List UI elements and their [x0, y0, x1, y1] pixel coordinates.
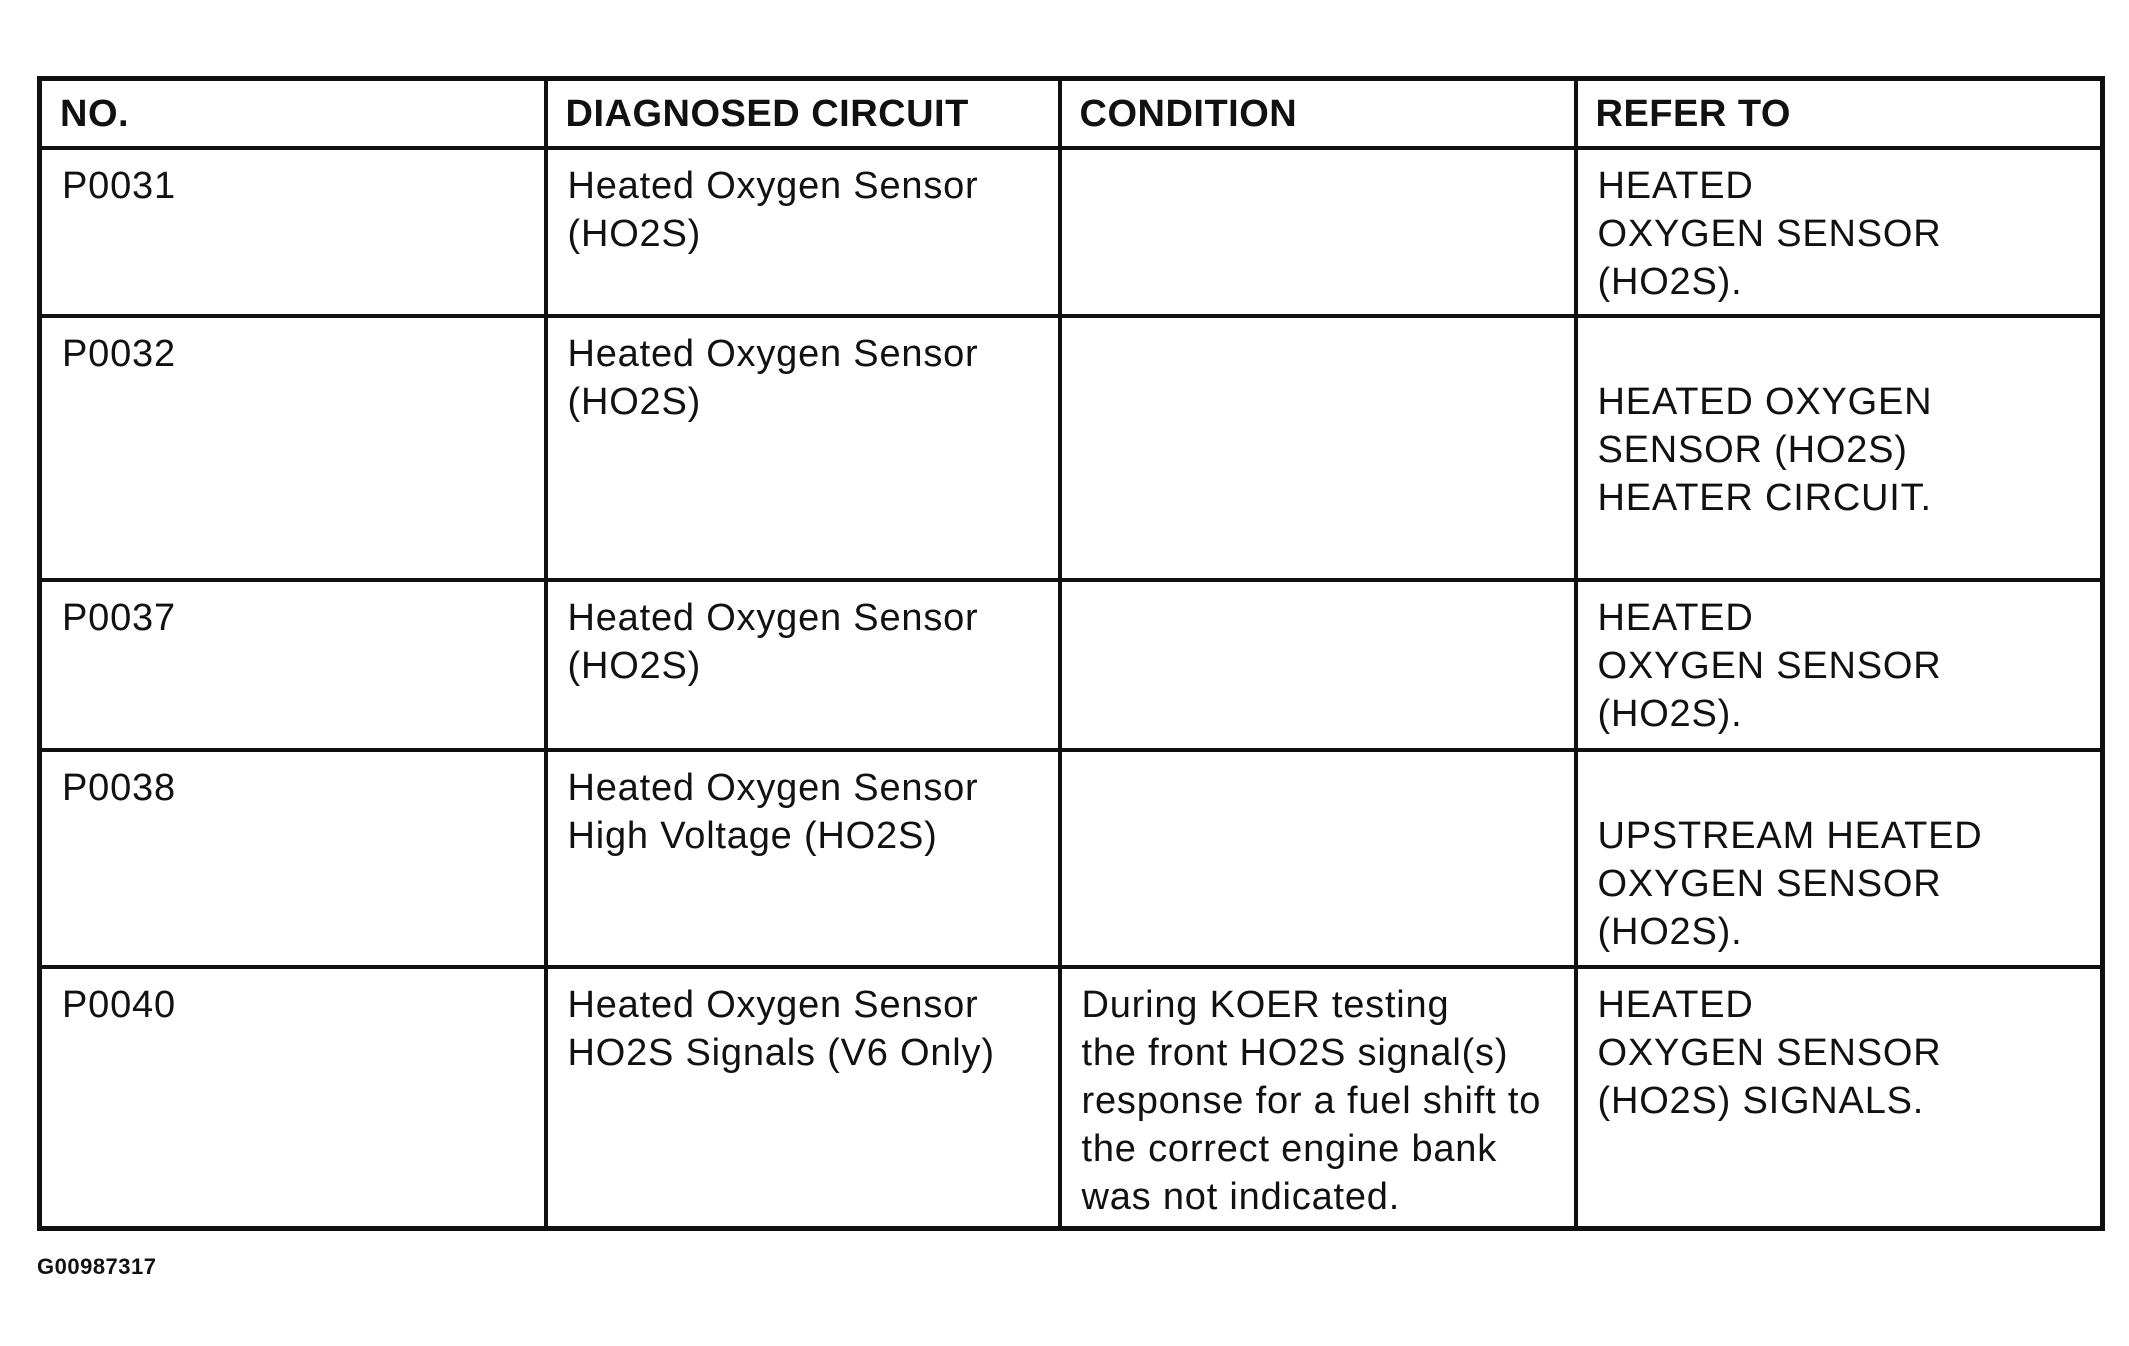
cell-condition — [1060, 750, 1576, 967]
table-row — [40, 580, 2103, 750]
table-header-row — [40, 79, 2103, 148]
cell-condition — [1060, 316, 1576, 580]
cell-no — [40, 967, 546, 1228]
circuit-text: Heated Oxygen Sensor (HO2S) — [567, 596, 979, 687]
cell-circuit — [546, 148, 1060, 316]
cell-refer — [1576, 148, 2103, 316]
header-no: NO. — [40, 79, 546, 148]
cell-condition — [1060, 148, 1576, 316]
header-condition: CONDITION — [1060, 79, 1576, 148]
cell-circuit — [546, 967, 1060, 1228]
refer-text: HEATED OXYGEN SENSOR (HO2S). — [1597, 596, 1942, 735]
cell-condition — [1060, 580, 1576, 750]
circuit-text: Heated Oxygen Sensor (HO2S) — [567, 164, 979, 255]
cell-no — [40, 316, 546, 580]
table-row — [40, 148, 2103, 316]
cell-circuit — [546, 316, 1060, 580]
cell-condition — [1060, 967, 1576, 1228]
circuit-text: Heated Oxygen Sensor (HO2S) — [567, 332, 979, 423]
circuit-text: Heated Oxygen Sensor HO2S Signals (V6 Only) — [567, 984, 995, 1075]
table-row — [40, 316, 2103, 580]
refer-text: HEATED OXYGEN SENSOR (HO2S). — [1597, 164, 1942, 303]
cell-refer — [1576, 750, 2103, 967]
dtc-table — [37, 76, 2105, 1231]
cell-circuit — [546, 580, 1060, 750]
refer-text: UPSTREAM HEATED OXYGEN SENSOR (HO2S). — [1597, 815, 1983, 954]
code-label: P0032 — [62, 332, 176, 375]
header-refer-to: REFER TO — [1576, 79, 2103, 148]
condition-text: During KOER testing the front HO2S signal(s) response for a fuel shift to the correct engine bank was not indicated. — [1081, 984, 1542, 1219]
cell-refer — [1576, 316, 2103, 580]
cell-no — [40, 750, 546, 967]
cell-no — [40, 148, 546, 316]
cell-circuit — [546, 750, 1060, 967]
code-label: P0037 — [62, 596, 176, 639]
code-label: P0040 — [62, 984, 176, 1027]
header-diagnosed-circuit: DIAGNOSED CIRCUIT — [546, 79, 1060, 148]
cell-refer — [1576, 967, 2103, 1228]
table-row — [40, 750, 2103, 967]
code-label: P0038 — [62, 767, 176, 810]
refer-text: HEATED OXYGEN SENSOR (HO2S) HEATER CIRCUIT. — [1597, 380, 1933, 519]
figure-id: G00987317 — [37, 1254, 157, 1279]
circuit-text: Heated Oxygen Sensor High Voltage (HO2S) — [567, 767, 979, 858]
cell-refer — [1576, 580, 2103, 750]
table-row — [40, 967, 2103, 1228]
cell-no — [40, 580, 546, 750]
refer-text: HEATED OXYGEN SENSOR (HO2S) SIGNALS. — [1597, 984, 1942, 1123]
code-label: P0031 — [62, 164, 176, 207]
